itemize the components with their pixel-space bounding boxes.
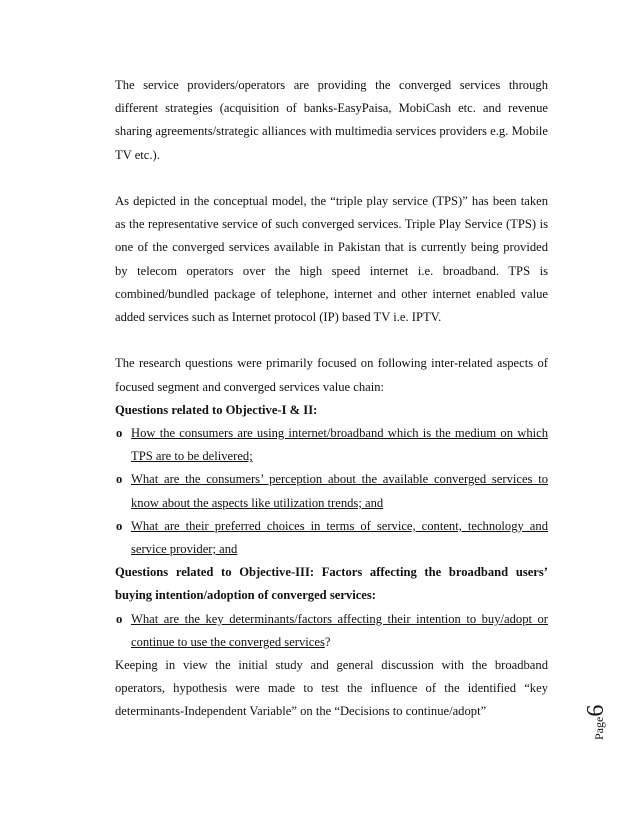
bullet-suffix: ? [324,634,331,649]
paragraph-research-questions: The research questions were primarily focused on following inter-related aspects of focused segment and converged services value chain: [115,356,548,394]
bullet-marker-icon: o [116,518,123,533]
page-number-label [583,680,623,740]
bullet-list-objective-3 [115,608,548,654]
list-item [115,608,548,654]
bullet-marker-icon: o [116,472,123,487]
bullet-marker-icon: o [116,611,123,626]
paragraph-hypothesis: Keeping in view the initial study and general discussion with the broadband operators, hypothesis were made to test the influence of the identified “key determinants-Independent Variable” on the “Decisions to continue/adopt” [115,658,548,719]
paragraph-service-providers: The service providers/operators are providing the converged services through different strategies (acquisition of banks-EasyPaisa, MobiCash etc. and revenue sharing agreements/strategic alliances with multimedia services providers e.g. Mobile TV etc.). [115,78,548,162]
bullet-marker-icon: o [116,426,123,441]
page-label-word: Page [592,716,606,740]
page-number: 6 [583,704,609,717]
heading-objective-1-2: Questions related to Objective-I & II: [115,402,318,417]
bullet-text: What are their preferred choices in terms of service, content, technology and service provider; and [131,518,548,557]
paragraph-triple-play: As depicted in the conceptual model, the “triple play service (TPS)” has been taken as the representative service of such converged services. Triple Play Service (TPS) is one of the converged services available in Pakistan that is currently being provided by telecom operators over the high speed internet i.e. broadband. TPS is combined/bundled package of telephone, internet and other internet enabled value added services such as Internet protocol (IP) based TV i.e. IPTV. [115,194,548,325]
list-item [115,515,548,561]
bullet-list-objective-1-2 [115,422,548,561]
bullet-text: What are the consumers’ perception about the available converged services to know about the aspects like utilization trends; and [131,472,548,510]
bullet-text: What are the key determinants/factors affecting their intention to buy/adopt or continue to use the converged services [131,611,548,649]
paragraph-spacer [115,329,548,352]
paragraph-spacer [115,167,548,190]
list-item [115,422,548,468]
list-item [115,468,548,514]
bullet-text: How the consumers are using internet/broadband which is the medium on which TPS are to be delivered; [131,426,548,464]
body-text-block [115,74,548,724]
heading-objective-3: Questions related to Objective-III: Factors affecting the broadband users’ buying intention/adoption of converged services: [115,565,548,603]
